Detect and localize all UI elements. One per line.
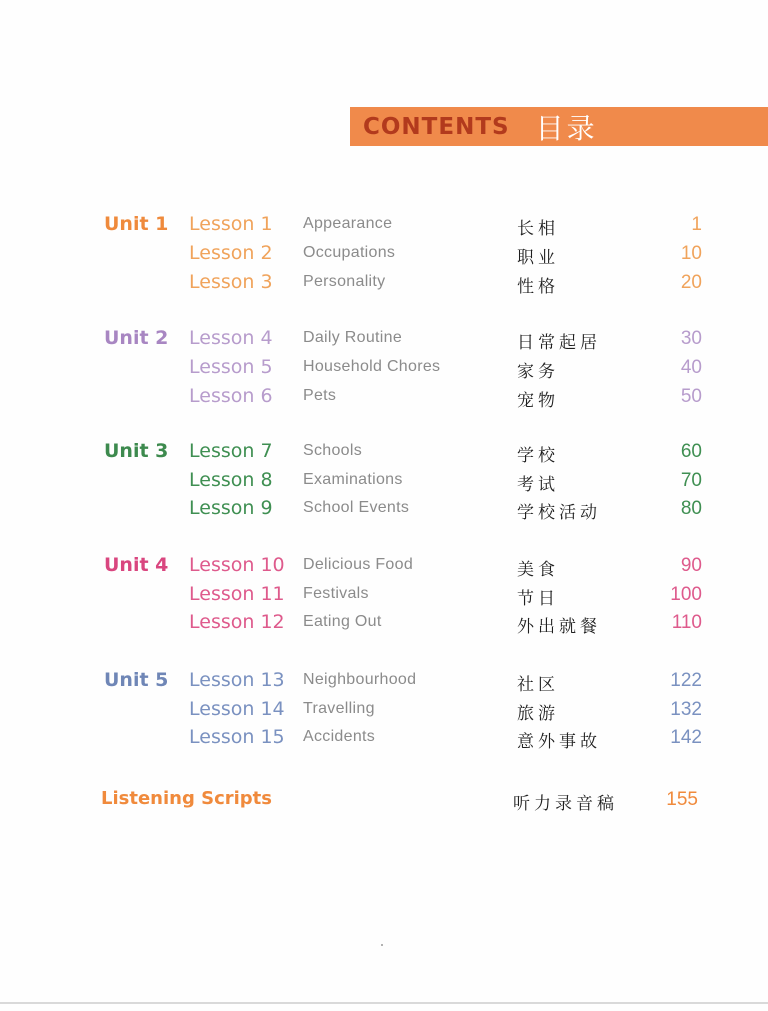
lesson-title: Household Chores [303,358,441,375]
unit-4-section [0,554,768,644]
lesson-row[interactable] [0,356,768,384]
lesson-number: Lesson 10 [189,554,285,576]
listening-scripts-label: Listening Scripts [101,788,272,809]
listening-scripts-row[interactable] [0,788,768,816]
lesson-title-zh: 长相 [517,219,559,239]
lesson-page-number: 142 [670,727,702,748]
lesson-title-zh: 意外事故 [517,732,601,752]
lesson-row[interactable] [0,385,768,413]
lesson-title: Accidents [303,728,376,745]
lesson-number: Lesson 11 [189,583,285,605]
lesson-page-number: 10 [680,243,702,264]
lesson-row[interactable] [0,469,768,497]
lesson-number: Lesson 3 [189,271,273,293]
lesson-row[interactable] [0,327,768,355]
lesson-page-number: 100 [670,584,702,605]
lesson-number: Lesson 12 [189,611,285,633]
unit-label: Unit 4 [104,554,169,576]
unit-label: Unit 5 [104,669,169,691]
lesson-title-zh: 日常起居 [517,333,601,353]
lesson-title: Schools [303,442,363,459]
lesson-row[interactable] [0,698,768,726]
lesson-row[interactable] [0,583,768,611]
lesson-page-number: 110 [671,612,702,633]
lesson-title-zh: 旅游 [517,704,559,724]
lesson-page-number: 132 [670,699,702,720]
lesson-title-zh: 职业 [517,248,559,268]
scan-speck [381,944,383,946]
listening-scripts-page-number: 155 [666,789,698,810]
lesson-title-zh: 美食 [517,560,559,580]
unit-1-section [0,213,768,303]
lesson-row[interactable] [0,554,768,582]
lesson-page-number: 60 [680,441,702,462]
lesson-row[interactable] [0,242,768,270]
lesson-number: Lesson 7 [189,440,273,462]
lesson-title: Eating Out [303,613,382,630]
lesson-title-zh: 性格 [517,277,559,297]
lesson-title: Personality [303,273,386,290]
lesson-title-zh: 宠物 [517,391,559,411]
lesson-row[interactable] [0,669,768,697]
lesson-row[interactable] [0,440,768,468]
lesson-number: Lesson 5 [189,356,273,378]
unit-label: Unit 2 [104,327,169,349]
lesson-number: Lesson 4 [189,327,273,349]
contents-title-en: CONTENTS [363,113,510,140]
lesson-title: Examinations [303,471,403,488]
lesson-title: Pets [303,387,337,404]
lesson-page-number: 90 [680,555,702,576]
lesson-page-number: 50 [680,386,702,407]
lesson-title: Neighbourhood [303,671,417,688]
lesson-number: Lesson 13 [189,669,285,691]
lesson-row[interactable] [0,497,768,525]
unit-2-section [0,327,768,417]
contents-title-zh: 目录 [535,111,598,145]
lesson-row[interactable] [0,271,768,299]
lesson-title-zh: 节日 [517,589,559,609]
lesson-number: Lesson 1 [189,213,273,235]
unit-3-section [0,440,768,530]
lesson-number: Lesson 8 [189,469,273,491]
lesson-page-number: 40 [680,357,702,378]
unit-5-section [0,669,768,759]
lesson-row[interactable] [0,726,768,754]
lesson-title: School Events [303,499,410,516]
lesson-number: Lesson 14 [189,698,285,720]
lesson-row[interactable] [0,611,768,639]
lesson-title: Occupations [303,244,396,261]
lesson-row[interactable] [0,213,768,241]
lesson-title-zh: 社区 [517,675,559,695]
unit-label: Unit 1 [104,213,169,235]
lesson-page-number: 30 [680,328,702,349]
lesson-number: Lesson 2 [189,242,273,264]
lesson-title-zh: 外出就餐 [517,617,601,637]
lesson-title: Festivals [303,585,369,602]
lesson-number: Lesson 9 [189,497,273,519]
lesson-number: Lesson 15 [189,726,285,748]
contents-header-bar [350,107,768,146]
unit-label: Unit 3 [104,440,169,462]
lesson-page-number: 1 [691,214,702,235]
lesson-title-zh: 考试 [517,475,559,495]
lesson-page-number: 80 [680,498,702,519]
lesson-title-zh: 家务 [517,362,559,382]
lesson-title-zh: 学校活动 [517,503,601,523]
lesson-title: Appearance [303,215,393,232]
lesson-title: Travelling [303,700,375,717]
lesson-title-zh: 学校 [517,446,559,466]
lesson-number: Lesson 6 [189,385,273,407]
lesson-title: Delicious Food [303,556,414,573]
lesson-page-number: 20 [680,272,702,293]
lesson-title: Daily Routine [303,329,403,346]
page-bottom-edge [0,1002,768,1004]
listening-scripts-zh: 听力录音稿 [513,794,618,814]
lesson-page-number: 70 [680,470,702,491]
lesson-page-number: 122 [670,670,702,691]
